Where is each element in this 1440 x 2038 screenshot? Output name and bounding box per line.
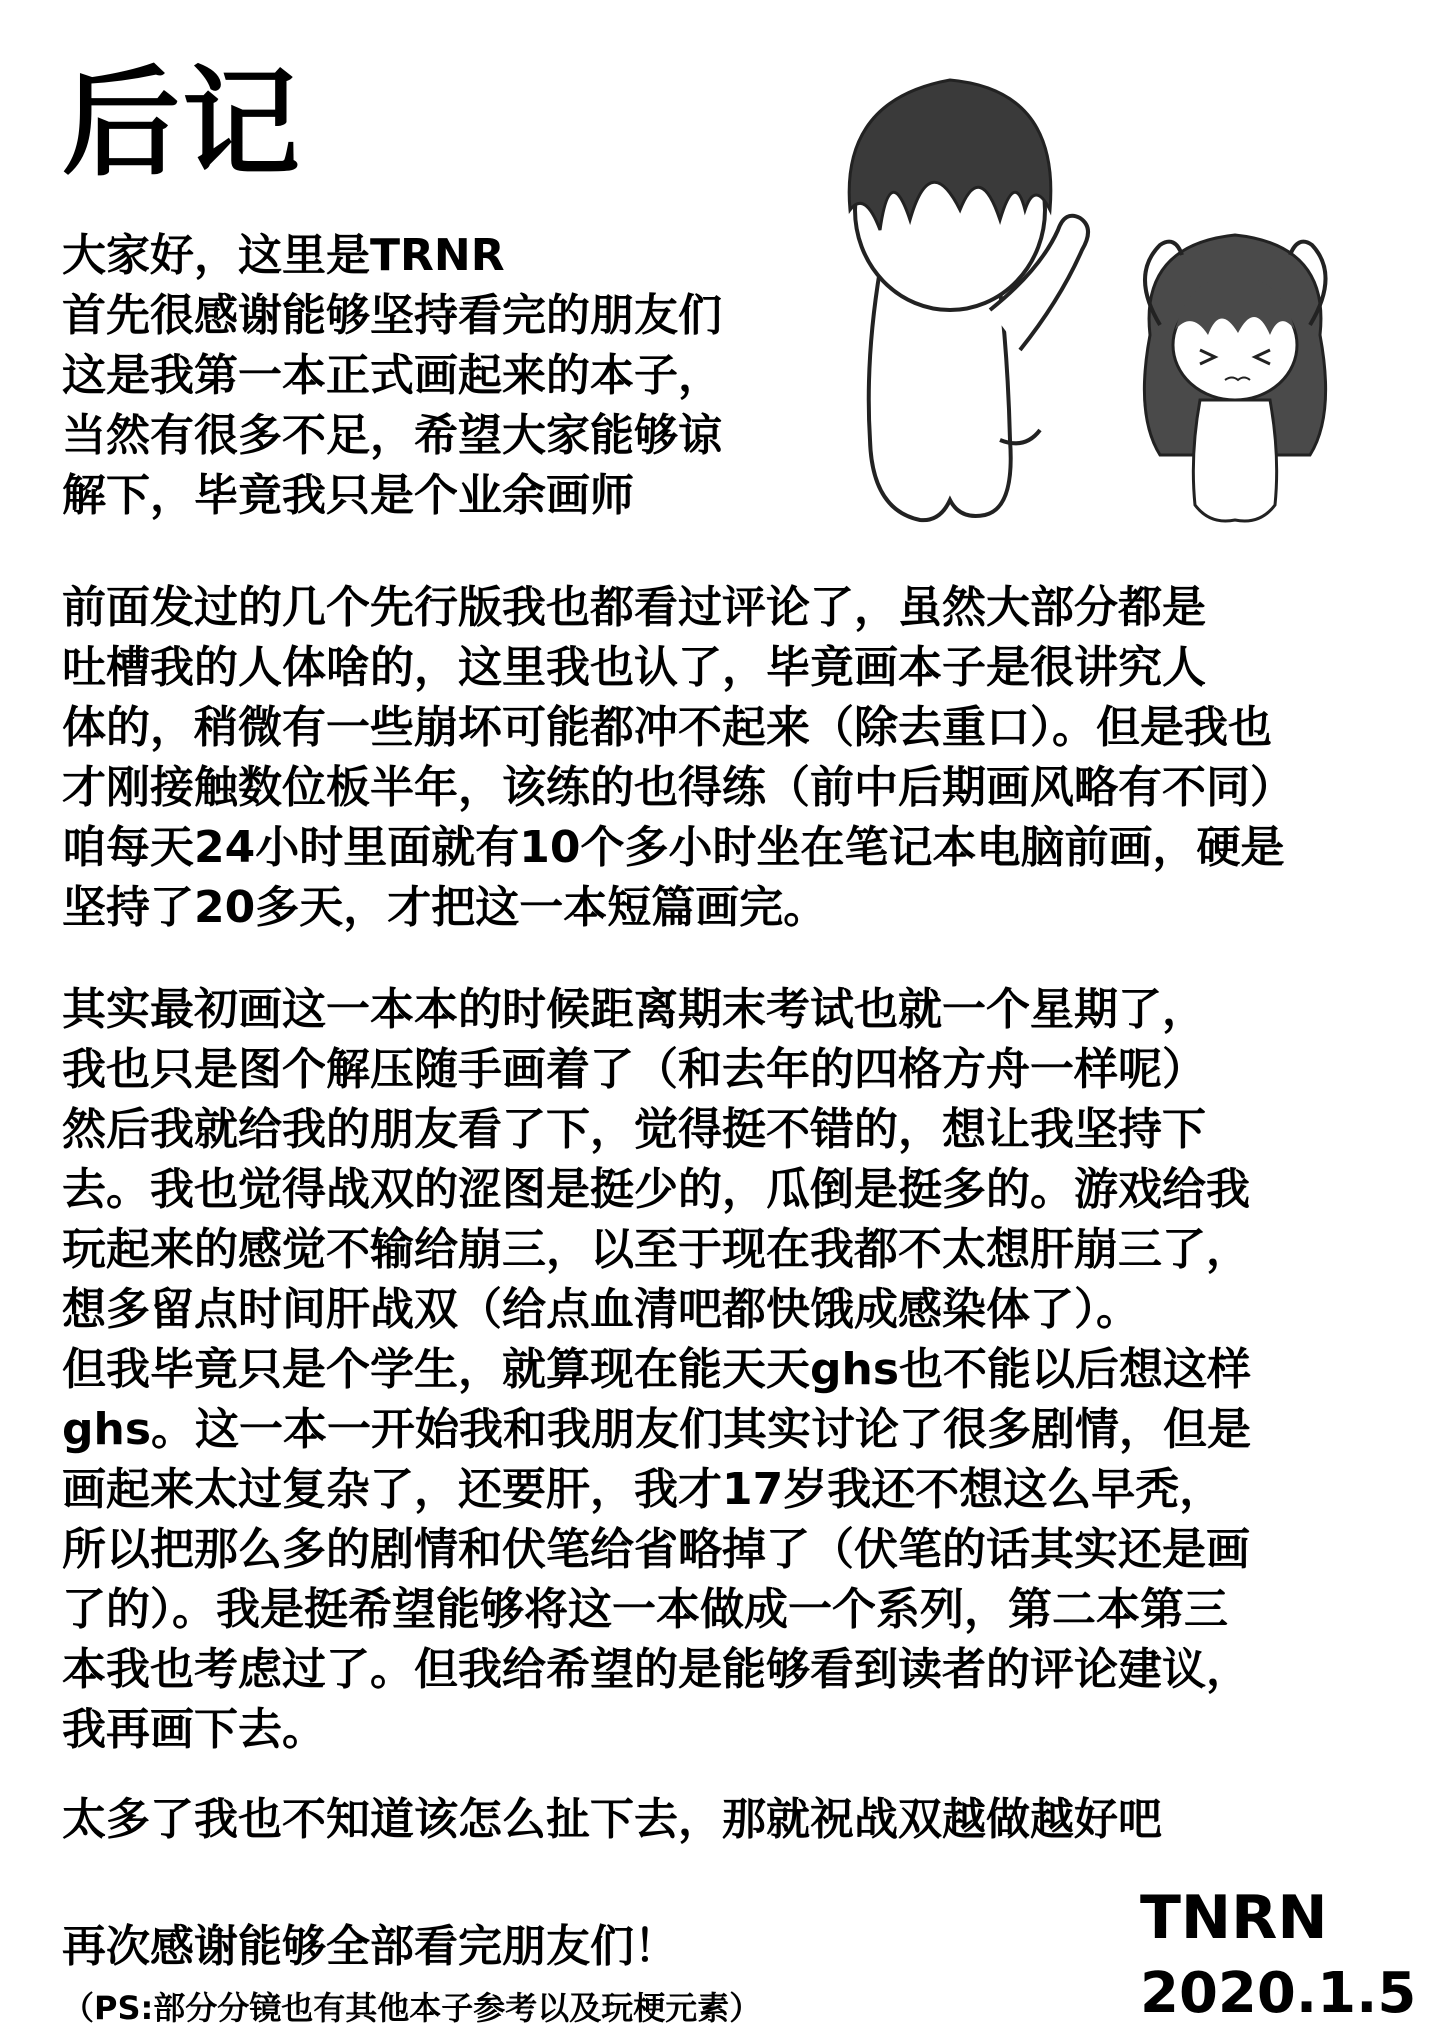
- text-line: 但我毕竟只是个学生，就算现在能天天ghs也不能以后想这样: [62, 1344, 1252, 1395]
- text-line: 首先很感谢能够坚持看完的朋友们: [62, 290, 722, 341]
- text-line: 玩起来的感觉不输给崩三，以至于现在我都不太想肝崩三了，: [62, 1224, 1250, 1275]
- text-line: 我再画下去。: [62, 1704, 326, 1755]
- text-line: 然后我就给我的朋友看了下，觉得挺不错的，想让我坚持下: [62, 1104, 1206, 1155]
- text-line: 前面发过的几个先行版我也都看过评论了，虽然大部分都是: [62, 582, 1206, 633]
- text-line: 本我也考虑过了。但我给希望的是能够看到读者的评论建议，: [62, 1644, 1250, 1695]
- intro-paragraph: [62, 226, 722, 526]
- text-line: 才刚接触数位板半年，该练的也得练（前中后期画风略有不同）: [62, 762, 1294, 813]
- text-line: 体的，稍微有一些崩坏可能都冲不起来（除去重口）。但是我也: [62, 702, 1272, 753]
- paragraph-2: [62, 980, 1251, 1760]
- text-line: 画起来太过复杂了，还要肝，我才17岁我还不想这么早秃，: [62, 1464, 1224, 1515]
- text-line: 吐槽我的人体啥的，这里我也认了，毕竟画本子是很讲究人: [62, 642, 1206, 693]
- paragraph-1: [62, 578, 1294, 938]
- chibi-girl-illustration: [1120, 215, 1350, 535]
- text-line: 我也只是图个解压随手画着了（和去年的四格方舟一样呢）: [62, 1044, 1206, 1095]
- text-line: 想多留点时间肝战双（给点血清吧都快饿成感染体了）。: [62, 1284, 1140, 1335]
- text-line: 了的）。我是挺希望能够将这一本做成一个系列，第二本第三: [62, 1584, 1228, 1635]
- chibi-boy-illustration: [810, 60, 1110, 540]
- text-line: 其实最初画这一本本的时候距离期末考试也就一个星期了，: [62, 984, 1206, 1035]
- ps-note: （PS:部分分镜也有其他本子参考以及玩梗元素）: [62, 1989, 762, 2027]
- text-line: 大家好，这里是TRNR: [62, 230, 505, 281]
- paragraph-3: 太多了我也不知道该怎么扯下去，那就祝战双越做越好吧: [62, 1794, 1162, 1845]
- text-line: 这是我第一本正式画起来的本子，: [62, 350, 722, 401]
- text-line: 坚持了20多天，才把这一本短篇画完。: [62, 882, 828, 933]
- text-line: ghs。这一本一开始我和我朋友们其实讨论了很多剧情，但是: [62, 1404, 1252, 1455]
- text-line: 所以把那么多的剧情和伏笔给省略掉了（伏笔的话其实还是画: [62, 1524, 1250, 1575]
- thanks-line: 再次感谢能够全部看完朋友们！: [62, 1921, 678, 1972]
- page-title: 后记: [62, 54, 303, 192]
- text-line: 当然有很多不足，希望大家能够谅: [62, 410, 722, 461]
- text-line: 咱每天24小时里面就有10个多小时坐在笔记本电脑前画，硬是: [62, 822, 1285, 873]
- signature-date: 2020.1.5: [1140, 1961, 1417, 2026]
- signature-name: TNRN: [1140, 1883, 1328, 1953]
- text-line: 去。我也觉得战双的涩图是挺少的，瓜倒是挺多的。游戏给我: [62, 1164, 1250, 1215]
- text-line: 解下，毕竟我只是个业余画师: [62, 470, 634, 521]
